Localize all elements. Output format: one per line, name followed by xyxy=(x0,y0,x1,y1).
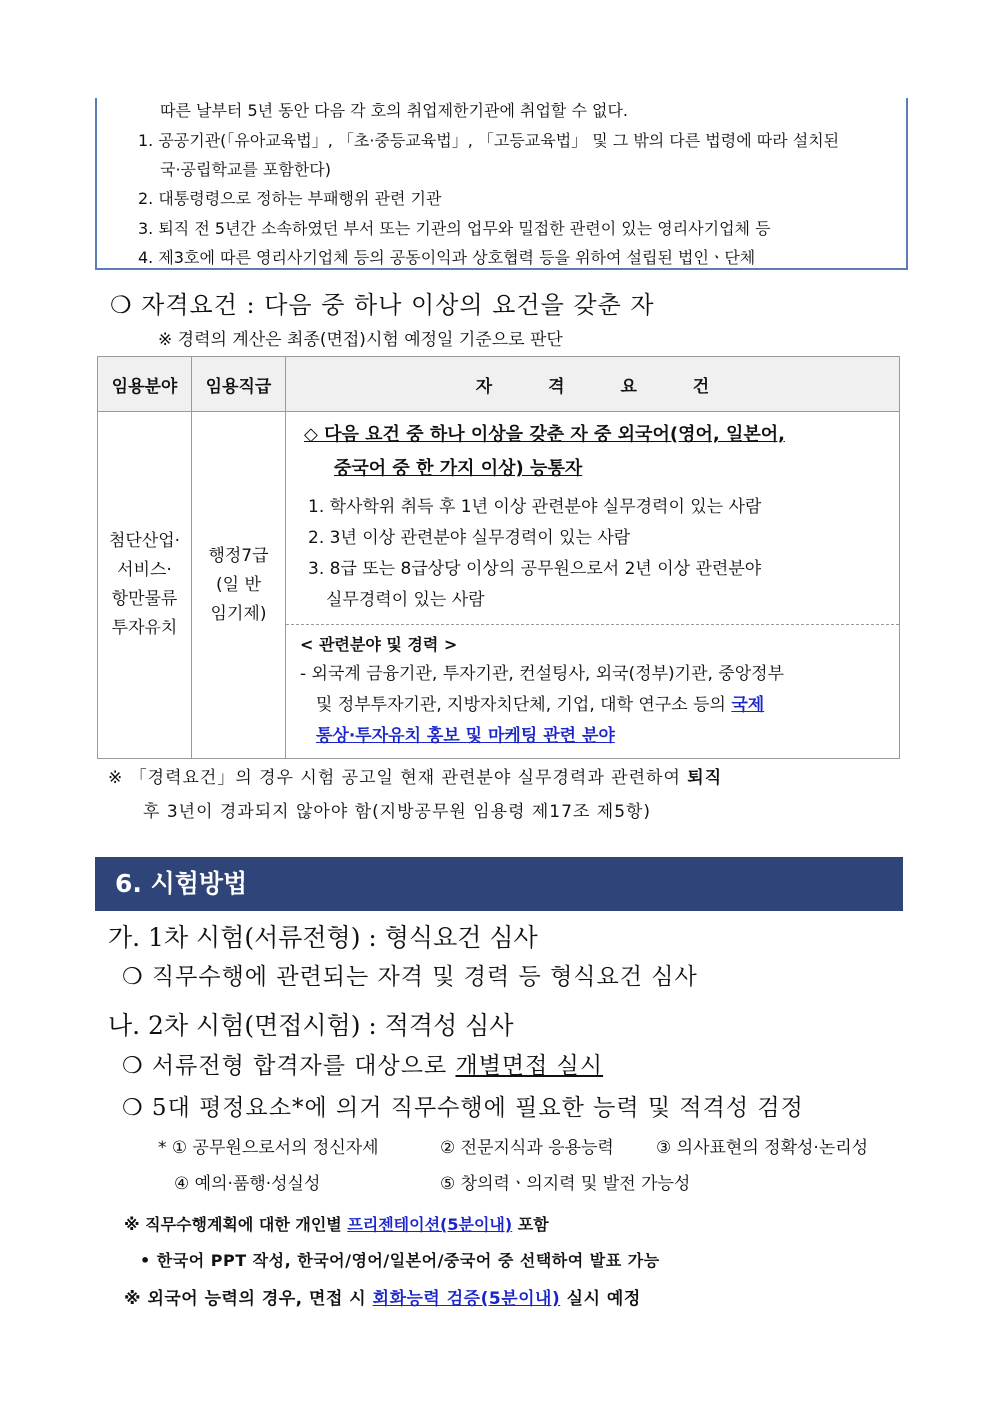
related-fields-line-3 xyxy=(300,721,893,752)
law-item-1: 1. 공공기관(「유아교육법」, 「초·중등교육법」, 「고등교육법」 및 그 밖의 다른 법령에 따라 설치된 xyxy=(138,131,840,150)
language-highlight: 회화능력 검증(5분이내) xyxy=(372,1289,561,1309)
presentation-note-text: ※ 직무수행계획에 대한 개인별 xyxy=(124,1215,348,1234)
related-fields-highlight-2: 통상·투자유치 홍보 및 마케팅 관련 분야 xyxy=(316,726,615,746)
law-item-2: 2. 대통령령으로 정하는 부패행위 관련 기관 xyxy=(138,189,442,208)
field-line-2: 서비스· xyxy=(117,560,172,580)
header-field: 임용분야 xyxy=(98,357,192,412)
condition-3: 3. 8급 또는 8급상당 이상의 공무원으로서 2년 이상 관련분야 xyxy=(308,559,762,579)
field-line-4: 투자유치 xyxy=(111,618,178,638)
factor-5: ⑤ 창의력ㆍ의지력 및 발전 가능성 xyxy=(440,1174,691,1194)
career-footnote-line-1 xyxy=(108,765,722,791)
career-footnote-text: ※ 「경력요건」의 경우 시험 공고일 현재 관련분야 실무경력과 관련하여 xyxy=(108,768,688,788)
career-footnote-bold: 퇴직 xyxy=(687,768,723,788)
presentation-bullet: • 한국어 PPT 작성, 한국어/영어/일본어/중국어 중 선택하여 발표 가능 xyxy=(140,1251,660,1270)
related-fields-line-2 xyxy=(300,690,893,721)
conditions-title-line-1: ◇ 다음 요건 중 하나 이상을 갖춘 자 중 외국어(영어, 일본어, xyxy=(304,424,785,445)
factor-1: * ① 공무원으로서의 정신자세 xyxy=(158,1138,379,1158)
table-row xyxy=(98,412,900,759)
qualification-heading: ❍ 자격요건 : 다음 중 하나 이상의 요건을 갖춘 자 xyxy=(110,291,655,319)
individual-interview-underline: 개별면접 실시 xyxy=(455,1053,604,1079)
language-note xyxy=(124,1285,641,1313)
presentation-note xyxy=(124,1212,549,1238)
language-note-tail: 실시 예정 xyxy=(560,1289,641,1309)
law-item-1-cont: 국·공립학교를 포함한다) xyxy=(160,160,331,179)
requirements-table xyxy=(97,356,900,759)
presentation-highlight: 프리젠테이션(5분이내) xyxy=(347,1215,513,1234)
qualification-note: ※ 경력의 계산은 최종(면접)시험 예정일 기준으로 판단 xyxy=(158,330,563,350)
law-item-3: 3. 퇴직 전 5년간 소속하였던 부서 또는 기관의 업무와 밀접한 관련이 있는 영리사기업체 등 xyxy=(138,219,771,238)
second-exam-item-1-text: ❍ 서류전형 합격자를 대상으로 xyxy=(122,1053,456,1079)
factor-2: ② 전문지식과 응용능력 xyxy=(440,1138,614,1158)
first-exam-title: 가. 1차 시험(서류전형) : 형식요건 심사 xyxy=(108,923,538,952)
conditions-block xyxy=(286,412,899,625)
grade-line-1: 행정7급 xyxy=(208,545,269,566)
related-fields-highlight-1: 국제 xyxy=(731,695,765,715)
table-header-row xyxy=(98,357,900,412)
law-intro: 따른 날부터 5년 동안 다음 각 호의 취업제한기관에 취업할 수 없다. xyxy=(160,101,628,120)
language-note-text: ※ 외국어 능력의 경우, 면접 시 xyxy=(124,1289,373,1309)
second-exam-title: 나. 2차 시험(면접시험) : 적격성 심사 xyxy=(108,1011,514,1040)
related-fields-line-1: - 외국계 금융기관, 투자기관, 컨설팅사, 외국(정부)기관, 중앙정부 xyxy=(300,664,784,684)
condition-2: 2. 3년 이상 관련분야 실무경력이 있는 사람 xyxy=(308,528,631,548)
law-excerpt-box xyxy=(95,98,908,270)
factor-3: ③ 의사표현의 정확성·논리성 xyxy=(656,1138,869,1158)
related-fields-line-2-text: 및 정부투자기관, 지방자치단체, 기업, 대학 연구소 등의 xyxy=(316,695,732,715)
factor-4: ④ 예의·품행·성실성 xyxy=(174,1174,321,1194)
condition-3-cont: 실무경력이 있는 사람 xyxy=(326,590,485,610)
related-fields-block xyxy=(286,625,899,758)
conditions-title-line-2: 중국어 중 한 가지 이상) 능통자 xyxy=(334,458,583,479)
grade-line-3: 임기제) xyxy=(210,603,267,624)
requirements-cell xyxy=(286,412,900,759)
condition-1: 1. 학사학위 취득 후 1년 이상 관련분야 실무경력이 있는 사람 xyxy=(308,497,762,517)
header-grade: 임용직급 xyxy=(192,357,286,412)
grade-cell xyxy=(192,412,286,759)
field-line-1: 첨단산업· xyxy=(108,531,181,551)
field-cell xyxy=(98,412,192,759)
second-exam-item-2: ❍ 5대 평정요소*에 의거 직무수행에 필요한 능력 및 적격성 검정 xyxy=(122,1095,804,1121)
first-exam-item: ❍ 직무수행에 관련되는 자격 및 경력 등 형식요건 심사 xyxy=(122,964,698,990)
field-line-3: 항만물류 xyxy=(111,589,178,609)
career-footnote-line-2: 후 3년이 경과되지 않아야 함(지방공무원 임용령 제17조 제5항) xyxy=(143,802,652,822)
grade-line-2: (일 반 xyxy=(216,574,261,595)
presentation-note-tail: 포함 xyxy=(512,1215,549,1234)
second-exam-item-1 xyxy=(122,1050,603,1082)
header-requirements: 자 격 요 건 xyxy=(286,357,900,412)
related-fields-title: < 관련분야 및 경력 > xyxy=(300,635,458,654)
section-banner-exam: 6. 시험방법 xyxy=(95,857,903,911)
law-item-4: 4. 제3호에 따른 영리사기업체 등의 공동이익과 상호협력 등을 위하여 설립된 법인ㆍ단체 xyxy=(138,248,756,267)
